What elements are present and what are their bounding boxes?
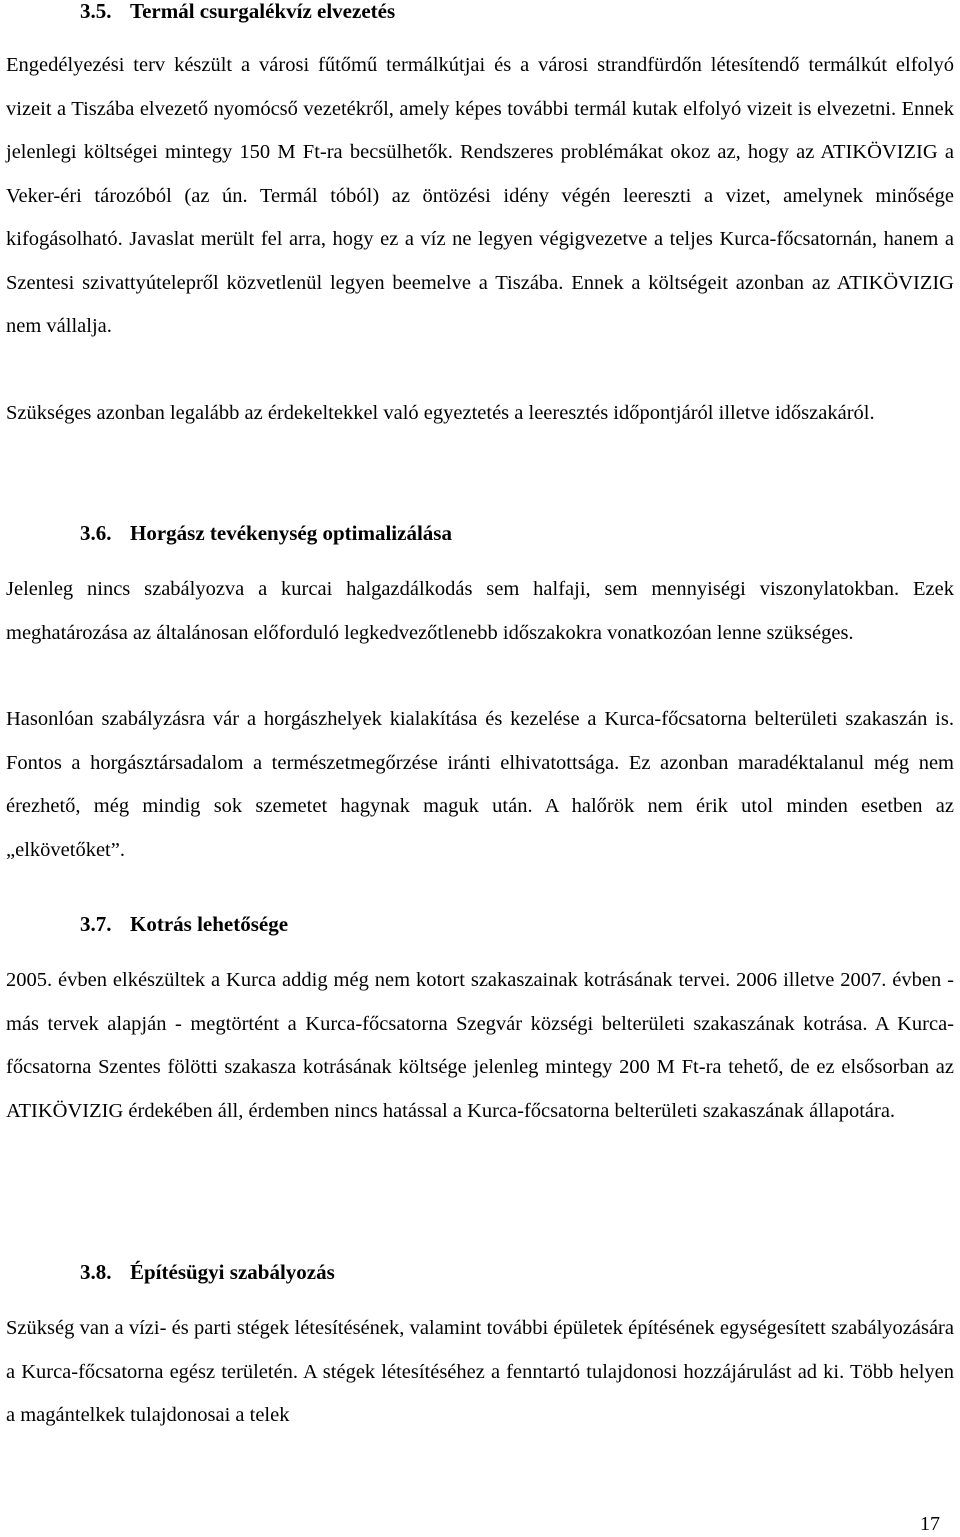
section-heading-3-6 <box>80 520 452 546</box>
section-number: 3.5. <box>80 0 112 23</box>
paragraph: 2005. évben elkészültek a Kurca addig még nem kotort szakaszainak kotrásának tervei. 2006 illetve 2007. évben - más tervek alapján - megtörtént a Kurca-főcsatorna Szegvár községi belterületi szakaszának kotrása. A Kurca-főcsatorna Szentes fölötti szakasza kotrásának költsége jelenleg mintegy 200 M Ft-ra tehető, de ez elsősorban az ATIKÖVIZIG érdekében áll, érdemben nincs hatással a Kurca-főcsatorna belterületi szakaszának állapotára. <box>6 969 954 1122</box>
paragraph: Engedélyezési terv készült a városi fűtőmű termálkútjai és a városi strandfürdőn létesítendő termálkút elfolyó vizeit a Tiszába elvezető nyomócső vezetékről, amely képes további termál kutak elfolyó vizeit is elvezetni. Ennek jelenlegi költségei mintegy 150 M Ft-ra becsülhetők. Rendszeres problémákat okoz az, hogy az ATIKÖVIZIG a Veker-éri tározóból (az ún. Termál tóból) az öntözési idény végén leereszti a vizet, amelynek minősége kifogásolható. Javaslat merült fel arra, hogy ez a víz ne legyen végigvezetve a teljes Kurca-főcsatornán, hanem a Szentesi szivattyútelepről közvetlenül legyen beemelve a Tiszába. Ennek a költségeit azonban az ATIKÖVIZIG nem vállalja. <box>6 54 954 337</box>
paragraph: Szükséges azonban legalább az érdekeltekkel való egyeztetés a leeresztés időpontjáról illetve időszakáról. <box>6 402 875 424</box>
section-title: Építésügyi szabályozás <box>130 1260 335 1284</box>
section-number: 3.8. <box>80 1260 112 1284</box>
paragraph: Jelenleg nincs szabályozva a kurcai halgazdálkodás sem halfaji, sem mennyiségi viszonylatokban. Ezek meghatározása az általánosan előforduló legkedvezőtlenebb időszakokra vonatkozóan lenne szükséges. <box>6 578 954 644</box>
paragraph: Hasonlóan szabályzásra vár a horgászhelyek kialakítása és kezelése a Kurca-főcsatorna belterületi szakaszán is. Fontos a horgásztársadalom a természetmegőrzése iránti elhivatottsága. Ez azonban maradéktalanul még nem érezhető, még mindig sok szemetet hagynak maguk után. A halőrök nem érik utol minden esetben az „elkövetőket”. <box>6 708 954 861</box>
section-title: Termál csurgalékvíz elvezetés <box>130 0 396 23</box>
page-number: 17 <box>920 1513 940 1535</box>
section-number: 3.6. <box>80 521 112 545</box>
paragraph: Szükség van a vízi- és parti stégek létesítésének, valamint további épületek építésének egységesített szabályozására a Kurca-főcsatorna egész területén. A stégek létesítéséhez a fenntartó tulajdonosi hozzájárulást ad ki. Több helyen a magántelkek tulajdonosai a telek <box>6 1317 954 1426</box>
section-heading-3-5 <box>80 0 395 24</box>
section-heading-3-7 <box>80 911 288 937</box>
section-heading-3-8 <box>80 1259 335 1285</box>
section-title: Horgász tevékenység optimalizálása <box>130 521 452 545</box>
section-title: Kotrás lehetősége <box>130 912 289 936</box>
section-number: 3.7. <box>80 912 112 936</box>
